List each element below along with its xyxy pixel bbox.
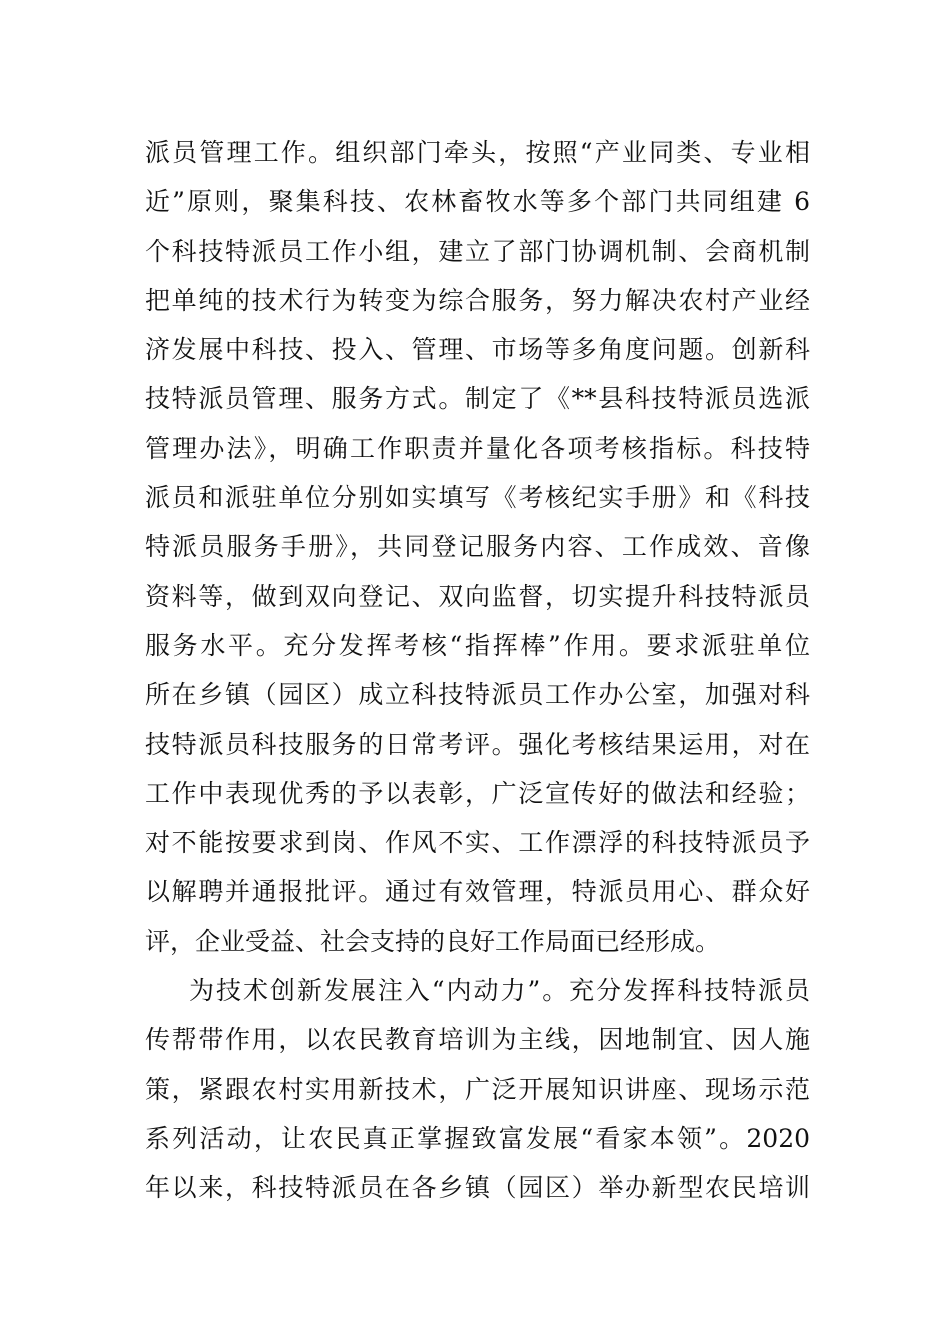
text-line: 对不能按要求到岗、作风不实、工作漂浮的科技特派员予 <box>145 828 810 858</box>
paragraph-end-line: 评，企业受益、社会支持的良好工作局面已经形成。 <box>145 926 721 956</box>
text-line: 传帮带作用，以农民教育培训为主线，因地制宜、因人施 <box>145 1025 810 1055</box>
text-line: 管理办法》，明确工作职责并量化各项考核指标。科技特 <box>145 433 810 463</box>
text-line: 系列活动，让农民真正掌握致富发展“看家本领”。2020 <box>145 1123 810 1153</box>
text-line: 工作中表现优秀的予以表彰，广泛宣传好的做法和经验； <box>145 778 810 808</box>
text-line: 技特派员管理、服务方式。制定了《**县科技特派员选派 <box>145 384 810 414</box>
text-line: 个科技特派员工作小组，建立了部门协调机制、会商机制 <box>145 236 810 266</box>
text-line: 策，紧跟农村实用新技术，广泛开展知识讲座、现场示范 <box>145 1074 810 1104</box>
paragraph-first-line: 为技术创新发展注入“内动力”。充分发挥科技特派员 <box>189 976 810 1006</box>
text-line: 派员和派驻单位分别如实填写《考核纪实手册》和《科技 <box>145 483 810 513</box>
text-line: 特派员服务手册》，共同登记服务内容、工作成效、音像 <box>145 532 810 562</box>
text-line: 把单纯的技术行为转变为综合服务，努力解决农村产业经 <box>145 285 810 315</box>
text-line: 服务水平。充分发挥考核“指挥棒”作用。要求派驻单位 <box>145 630 810 660</box>
text-line: 技特派员科技服务的日常考评。强化考核结果运用，对在 <box>145 729 810 759</box>
text-line: 济发展中科技、投入、管理、市场等多角度问题。创新科 <box>145 335 810 365</box>
text-line: 派员管理工作。组织部门牵头，按照“产业同类、专业相 <box>145 138 810 167</box>
text-line: 以解聘并通报批评。通过有效管理，特派员用心、群众好 <box>145 877 810 907</box>
text-line: 所在乡镇（园区）成立科技特派员工作办公室，加强对科 <box>145 680 810 710</box>
text-line: 近”原则，聚集科技、农林畜牧水等多个部门共同组建 6 <box>145 187 810 217</box>
body-text <box>145 128 810 1213</box>
text-line: 年以来，科技特派员在各乡镇（园区）举办新型农民培训 <box>145 1173 810 1203</box>
text-line: 资料等，做到双向登记、双向监督，切实提升科技特派员 <box>145 581 810 611</box>
